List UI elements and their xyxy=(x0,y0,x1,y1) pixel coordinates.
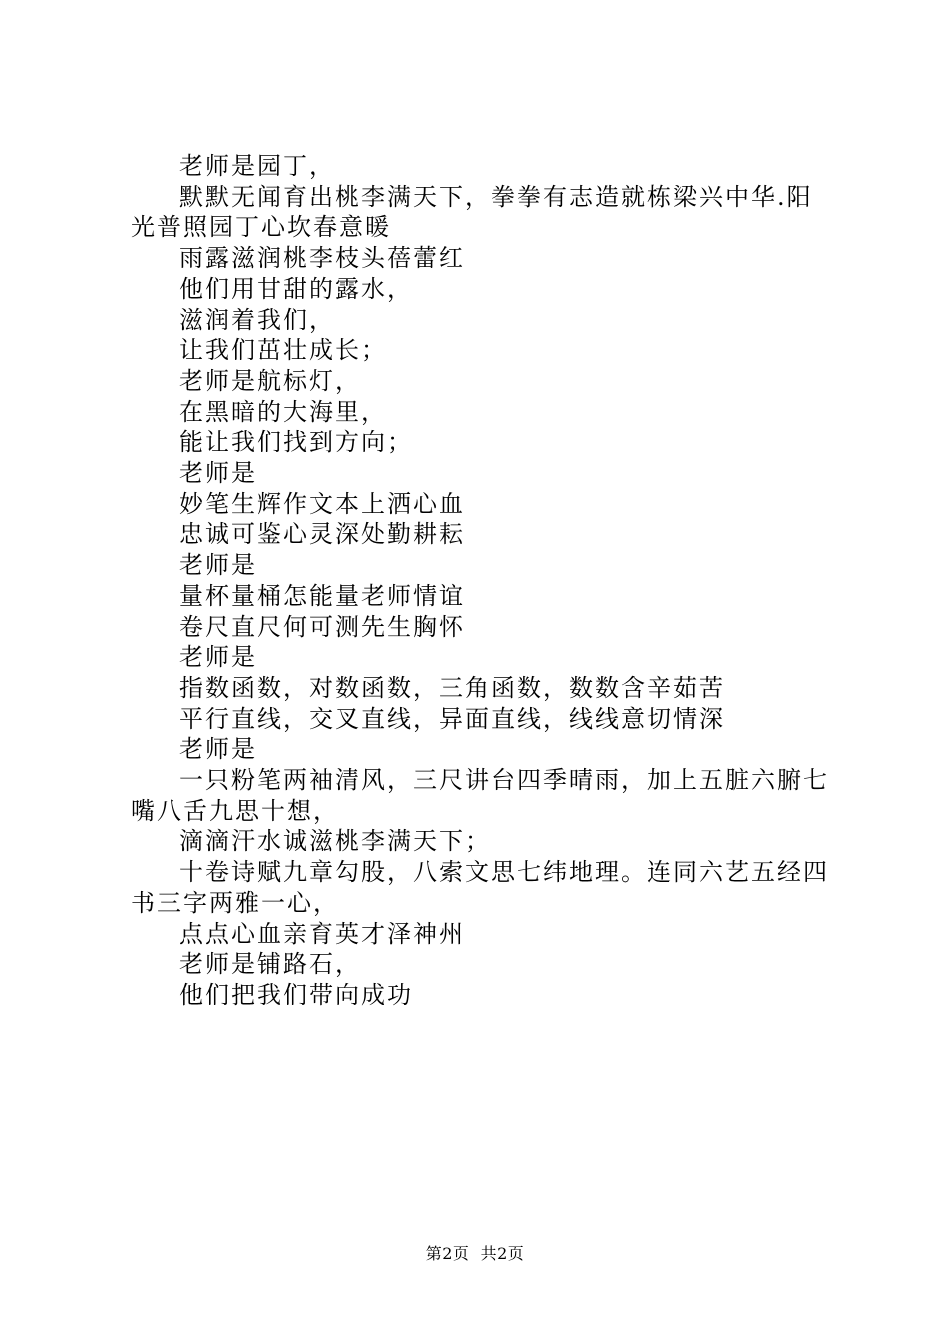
document-body xyxy=(131,151,833,1011)
paragraph: 在黑暗的大海里， xyxy=(179,397,387,426)
paragraph: 量杯量桶怎能量老师情谊 xyxy=(179,581,465,610)
paragraph: 滋润着我们， xyxy=(179,305,335,334)
paragraph: 老师是 xyxy=(179,459,257,488)
paragraph: 老师是航标灯， xyxy=(179,366,361,395)
paragraph: 点点心血亲育英才泽神州 xyxy=(179,919,465,948)
paragraph: 雨露滋润桃李枝头蓓蕾红 xyxy=(179,244,465,273)
paragraph: 一只粉笔两袖清风，三尺讲台四季晴雨，加上五脏六腑七嘴八舌九思十想， xyxy=(131,766,829,825)
paragraph: 老师是 xyxy=(179,643,257,672)
paragraph: 老师是园丁， xyxy=(179,152,335,180)
paragraph: 妙笔生辉作文本上洒心血 xyxy=(179,489,465,518)
page-footer xyxy=(0,1242,950,1266)
page-number-label: 第2页 共2页 xyxy=(425,1244,525,1263)
paragraph: 默默无闻育出桃李满天下，拳拳有志造就栋梁兴中华.阳光普照园丁心坎春意暖 xyxy=(131,182,813,242)
paragraph: 老师是 xyxy=(179,551,257,580)
paragraph: 指数函数，对数函数，三角函数，数数含辛茹苦 xyxy=(179,673,725,702)
paragraph: 他们把我们带向成功 xyxy=(179,980,413,1009)
paragraph: 忠诚可鉴心灵深处勤耕耘 xyxy=(179,520,465,549)
paragraph: 老师是 xyxy=(179,735,257,764)
paragraph: 能让我们找到方向； xyxy=(179,428,413,457)
paragraph: 老师是铺路石， xyxy=(179,950,361,979)
paragraph: 卷尺直尺何可测先生胸怀 xyxy=(179,612,465,641)
paragraph: 让我们茁壮成长； xyxy=(179,336,387,365)
paragraph: 平行直线，交叉直线，异面直线，线线意切情深 xyxy=(179,704,725,733)
paragraph: 十卷诗赋九章勾股，八索文思七纬地理。连同六艺五经四书三字两雅一心， xyxy=(131,858,829,917)
paragraph: 他们用甘甜的露水， xyxy=(179,274,413,303)
paragraph: 滴滴汗水诚滋桃李满天下； xyxy=(179,827,491,856)
